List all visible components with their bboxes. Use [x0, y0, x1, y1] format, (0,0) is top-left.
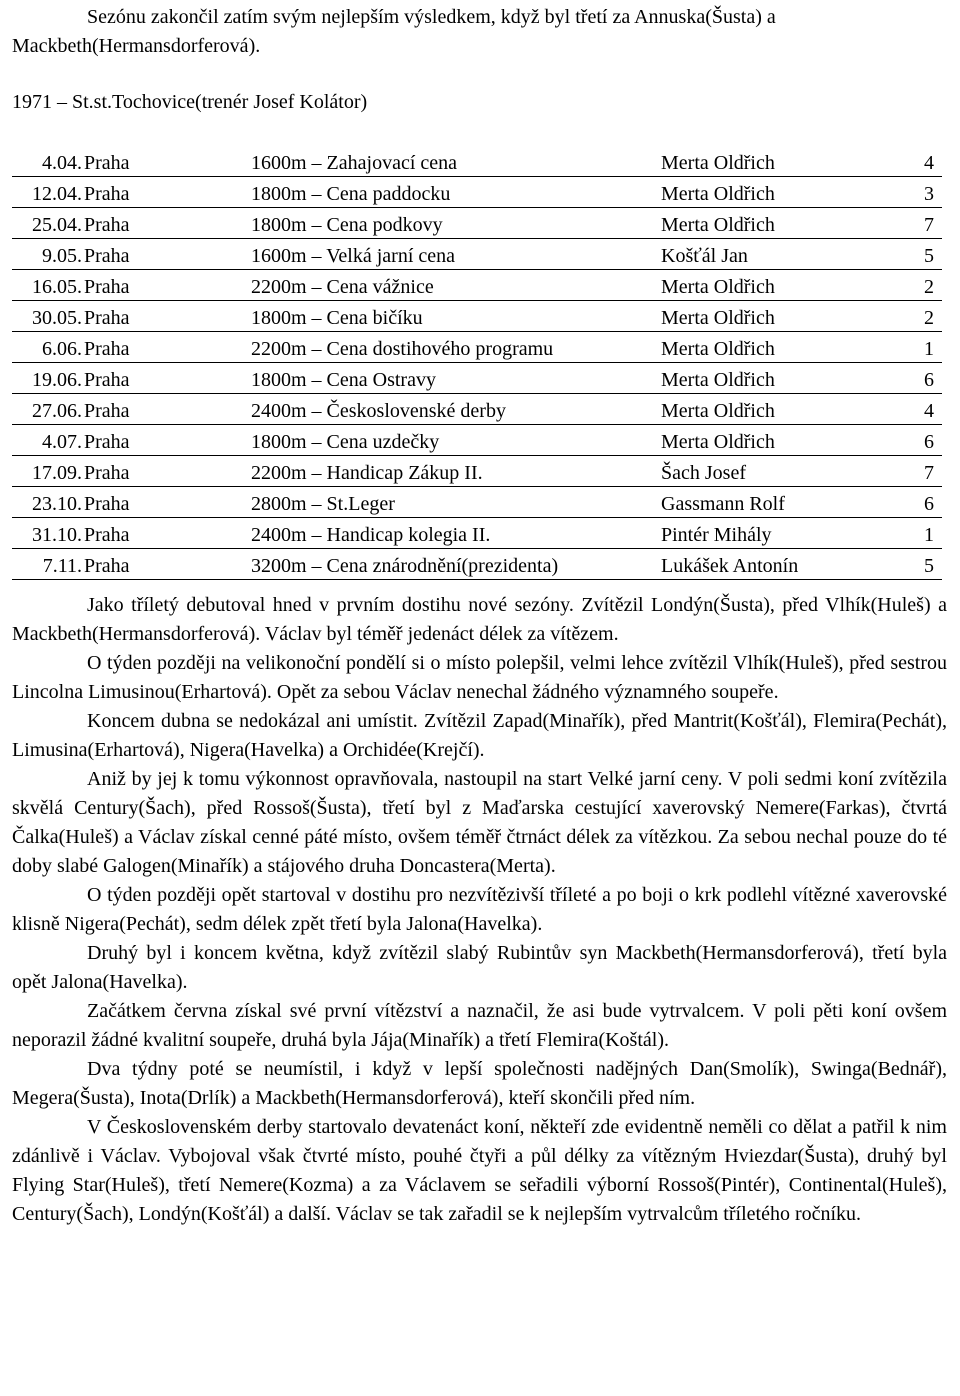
paragraph: Aniž by jej k tomu výkonnost opravňovala, nastoupil na start Velké jarní ceny. V poli sedmi koní zvítězila skvělá Century(Šach), před Rossoš(Šusta), třetí byl z Maďarska cestující xaverovský Nemere(Farkas), čtvrtá Čalka(Huleš) a Václav získal cenné páté místo, ovšem téměř čtrnáct délek za vítězkou. Za sebou nechal pouze do té doby slabé Galogen(Minařík) a stájového druha Doncastera(Merta).: [12, 768, 947, 877]
race-place: Praha: [82, 239, 251, 270]
race-place: Praha: [82, 146, 251, 177]
race-date: 23.10.: [12, 487, 82, 518]
paragraph: Druhý byl i koncem května, když zvítězil slabý Rubintův syn Mackbeth(Hermansdorferová), třetí byla opět Jalona(Havelka).: [12, 942, 947, 993]
paragraph: Začátkem června získal své první vítězství a naznačil, že asi bude vytrvalcem. V poli pěti koní ovšem neporazil žádné kvalitní soupeře, druhá byla Jája(Minařík) a třetí Flemira(Koštál).: [12, 1000, 947, 1051]
table-row: [12, 177, 942, 208]
race-name: 1600m – Velká jarní cena: [251, 239, 661, 270]
paragraph: O týden později na velikonoční pondělí si o místo polepšil, velmi lehce zvítězil Vlhík(Huleš), před sestrou Lincolna Limusinou(Erhartová). Opět za sebou Václav nenechal žádného významného soupeře.: [12, 652, 947, 703]
race-date: 4.07.: [12, 425, 82, 456]
race-name: 2800m – St.Leger: [251, 487, 661, 518]
race-date: 17.09.: [12, 456, 82, 487]
race-position: 5: [909, 549, 942, 580]
race-date: 25.04.: [12, 208, 82, 239]
race-place: Praha: [82, 456, 251, 487]
race-name: 2400m – Handicap kolegia II.: [251, 518, 661, 549]
race-date: 7.11.: [12, 549, 82, 580]
race-jockey: Košťál Jan: [661, 239, 909, 270]
race-position: 2: [909, 301, 942, 332]
table-row: [12, 363, 942, 394]
race-place: Praha: [82, 425, 251, 456]
race-jockey: Merta Oldřich: [661, 394, 909, 425]
table-row: [12, 394, 942, 425]
race-place: Praha: [82, 208, 251, 239]
race-name: 1800m – Cena podkovy: [251, 208, 661, 239]
intro-line-1: Sezónu zakončil zatím svým nejlepším výsledkem, když byl třetí za Annuska(Šusta) a: [87, 6, 776, 28]
race-name: 2200m – Handicap Zákup II.: [251, 456, 661, 487]
race-jockey: Gassmann Rolf: [661, 487, 909, 518]
race-position: 4: [909, 146, 942, 177]
race-date: 27.06.: [12, 394, 82, 425]
race-date: 19.06.: [12, 363, 82, 394]
race-jockey: Merta Oldřich: [661, 208, 909, 239]
race-jockey: Merta Oldřich: [661, 363, 909, 394]
table-row: [12, 239, 942, 270]
race-name: 1800m – Cena Ostravy: [251, 363, 661, 394]
paragraph: O týden později opět startoval v dostihu pro nezvítězivší tříleté a po boji o krk podlehl vítězné xaverovské klisně Nigera(Pechát), sedm délek zpět třetí byla Jalona(Havelka).: [12, 884, 947, 935]
intro-line-2: Mackbeth(Hermansdorferová).: [12, 35, 261, 57]
race-place: Praha: [82, 270, 251, 301]
race-jockey: Merta Oldřich: [661, 425, 909, 456]
table-row: [12, 301, 942, 332]
race-jockey: Merta Oldřich: [661, 270, 909, 301]
race-position: 6: [909, 487, 942, 518]
race-place: Praha: [82, 332, 251, 363]
race-date: 30.05.: [12, 301, 82, 332]
race-jockey: Merta Oldřich: [661, 177, 909, 208]
race-position: 1: [909, 332, 942, 363]
race-name: 1800m – Cena bičíku: [251, 301, 661, 332]
race-jockey: Merta Oldřich: [661, 146, 909, 177]
table-row: [12, 208, 942, 239]
table-row: [12, 487, 942, 518]
race-name: 2200m – Cena vážnice: [251, 270, 661, 301]
race-date: 9.05.: [12, 239, 82, 270]
race-position: 7: [909, 456, 942, 487]
race-date: 4.04.: [12, 146, 82, 177]
paragraph: Dva týdny poté se neumístil, i když v lepší společnosti nadějných Dan(Smolík), Swinga(Bednář), Megera(Šusta), Inota(Drlík) a Mackbeth(Hermansdorferová), kteří skončili před ním.: [12, 1058, 947, 1109]
race-position: 2: [909, 270, 942, 301]
race-jockey: Šach Josef: [661, 456, 909, 487]
race-name: 2400m – Československé derby: [251, 394, 661, 425]
race-date: 16.05.: [12, 270, 82, 301]
race-name: 1800m – Cena paddocku: [251, 177, 661, 208]
race-name: 2200m – Cena dostihového programu: [251, 332, 661, 363]
season-commentary: [12, 591, 947, 1229]
race-date: 6.06.: [12, 332, 82, 363]
race-position: 6: [909, 363, 942, 394]
race-name: 3200m – Cena znárodnění(prezidenta): [251, 549, 661, 580]
race-place: Praha: [82, 487, 251, 518]
race-name: 1800m – Cena uzdečky: [251, 425, 661, 456]
race-position: 4: [909, 394, 942, 425]
paragraph: Koncem dubna se nedokázal ani umístit. Zvítězil Zapad(Minařík), před Mantrit(Košťál), Flemira(Pechát), Limusina(Erhartová), Nigera(Havelka) a Orchidée(Krejčí).: [12, 710, 947, 761]
race-results-table: [12, 146, 942, 580]
race-jockey: Pintér Mihály: [661, 518, 909, 549]
table-row: [12, 518, 942, 549]
table-row: [12, 456, 942, 487]
race-position: 3: [909, 177, 942, 208]
table-row: [12, 549, 942, 580]
race-jockey: Merta Oldřich: [661, 301, 909, 332]
table-row: [12, 332, 942, 363]
race-place: Praha: [82, 177, 251, 208]
paragraph: Jako tříletý debutoval hned v prvním dostihu nové sezóny. Zvítězil Londýn(Šusta), před Vlhík(Huleš) a Mackbeth(Hermansdorferová). Václav byl téměř jedenáct délek za vítězem.: [12, 594, 947, 645]
race-position: 1: [909, 518, 942, 549]
race-position: 5: [909, 239, 942, 270]
race-place: Praha: [82, 518, 251, 549]
table-row: [12, 146, 942, 177]
race-results-body: [12, 146, 942, 580]
race-position: 6: [909, 425, 942, 456]
table-row: [12, 270, 942, 301]
race-place: Praha: [82, 394, 251, 425]
race-place: Praha: [82, 363, 251, 394]
race-place: Praha: [82, 301, 251, 332]
table-row: [12, 425, 942, 456]
paragraph: V Československém derby startovalo devatenáct koní, někteří zde evidentně neměli co dělat a patřil k nim zdánlivě i Václav. Vybojoval však čtvrté místo, pouhé čtyři a půl délky za vítězným Hviezdar(Šusta), druhý byl Flying Star(Huleš), třetí Nemere(Kozma) a za Václavem se seřadili výborní Rossoš(Pintér), Continental(Huleš), Century(Šach), Londýn(Košťál) a další. Václav se tak zařadil se k nejlepším vytrvalcům tříletého ročníku.: [12, 1116, 947, 1225]
season-heading: 1971 – St.st.Tochovice(trenér Josef Kolátor): [12, 91, 368, 113]
race-jockey: Merta Oldřich: [661, 332, 909, 363]
race-place: Praha: [82, 549, 251, 580]
race-date: 31.10.: [12, 518, 82, 549]
race-name: 1600m – Zahajovací cena: [251, 146, 661, 177]
race-jockey: Lukášek Antonín: [661, 549, 909, 580]
race-position: 7: [909, 208, 942, 239]
race-date: 12.04.: [12, 177, 82, 208]
